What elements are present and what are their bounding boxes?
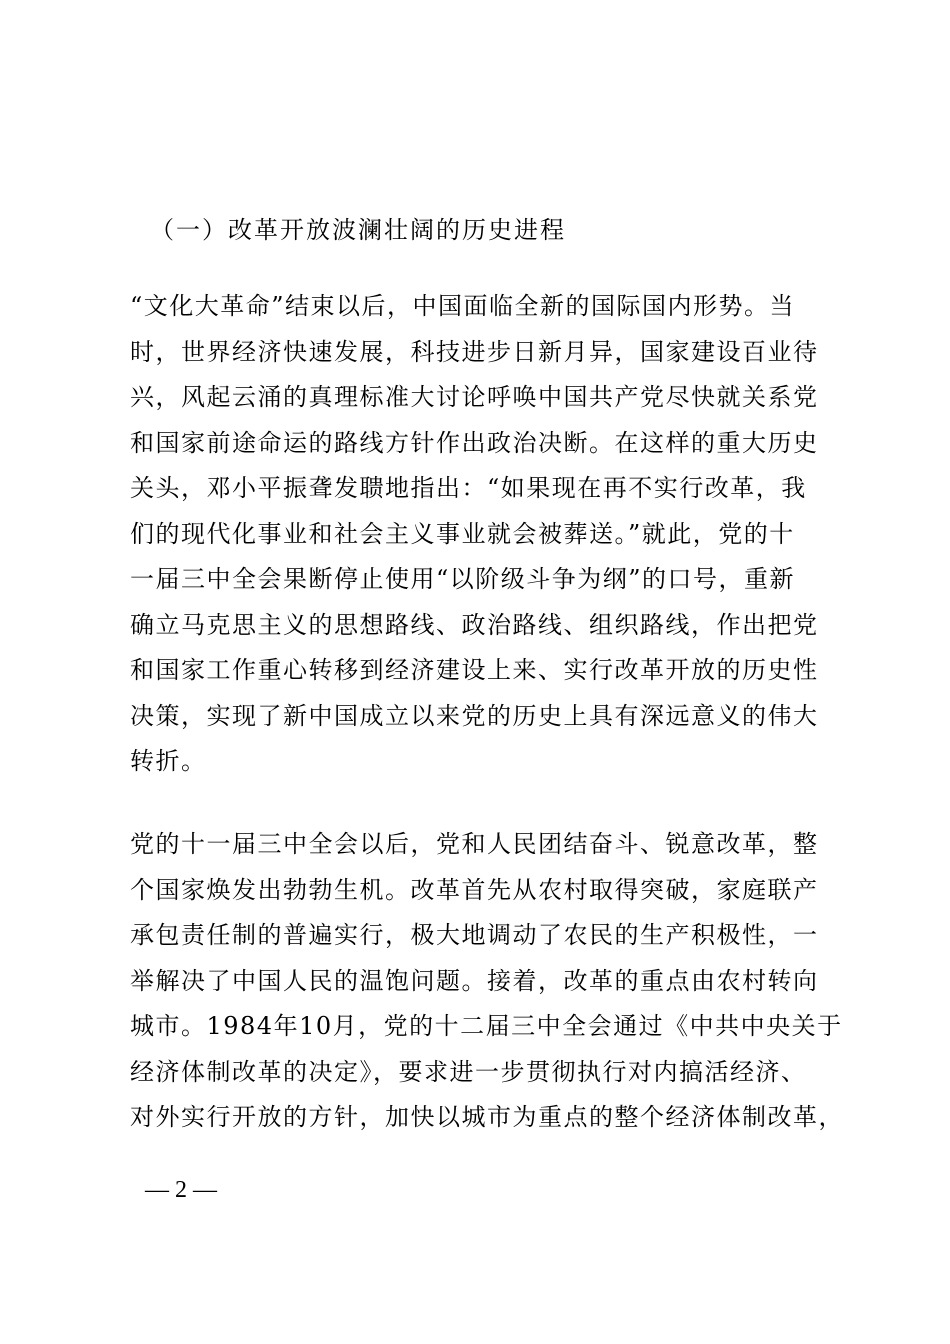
page-number: — 2 —	[145, 1177, 217, 1203]
paragraph-line: 对外实行开放的方针，加快以城市为重点的整个经济体制改革，	[130, 1103, 844, 1131]
paragraph-line: 党的十一届三中全会以后，党和人民团结奋斗、锐意改革，整	[130, 830, 819, 858]
paragraph-line: 关头，邓小平振聋发聩地指出：“如果现在再不实行改革，我	[130, 474, 807, 502]
paragraph-line: 兴，风起云涌的真理标准大讨论呼唤中国共产党尽快就关系党	[130, 383, 819, 411]
paragraph-line: 经济体制改革的决定》，要求进一步贯彻执行对内搞活经济、	[130, 1057, 807, 1086]
paragraph-line: 城市。1984年10月，党的十二届三中全会通过《中共中央关于	[130, 1012, 843, 1040]
section-heading: （一）改革开放波澜壮阔的历史进程	[150, 216, 566, 244]
paragraph-1	[130, 284, 819, 785]
paragraph-line: 举解决了中国人民的温饱问题。接着，改革的重点由农村转向	[130, 966, 819, 995]
paragraph-line: 承包责任制的普遍实行，极大地调动了农民的生产积极性，一	[130, 921, 819, 949]
paragraph-line: 一届三中全会果断停止使用“以阶级斗争为纲”的口号，重新	[130, 565, 796, 593]
paragraph-line: 决策，实现了新中国成立以来党的历史上具有深远意义的伟大	[130, 701, 819, 730]
paragraph-line: 和国家前途命运的路线方针作出政治决断。在这样的重大历史	[130, 428, 819, 457]
paragraph-line: 确立马克思主义的思想路线、政治路线、组织路线，作出把党	[130, 610, 819, 639]
paragraph-line: 转折。	[130, 747, 207, 775]
paragraph-line: 个国家焕发出勃勃生机。改革首先从农村取得突破，家庭联产	[130, 875, 819, 904]
paragraph-line: 们的现代化事业和社会主义事业就会被葬送。”就此，党的十	[130, 519, 795, 548]
paragraph-line: “文化大革命”结束以后，中国面临全新的国际国内形势。当	[130, 292, 796, 320]
paragraph-2	[130, 822, 844, 1141]
paragraph-line: 和国家工作重心转移到经济建设上来、实行改革开放的历史性	[130, 656, 819, 684]
paragraph-line: 时，世界经济快速发展，科技进步日新月异，国家建设百业待	[130, 337, 819, 366]
